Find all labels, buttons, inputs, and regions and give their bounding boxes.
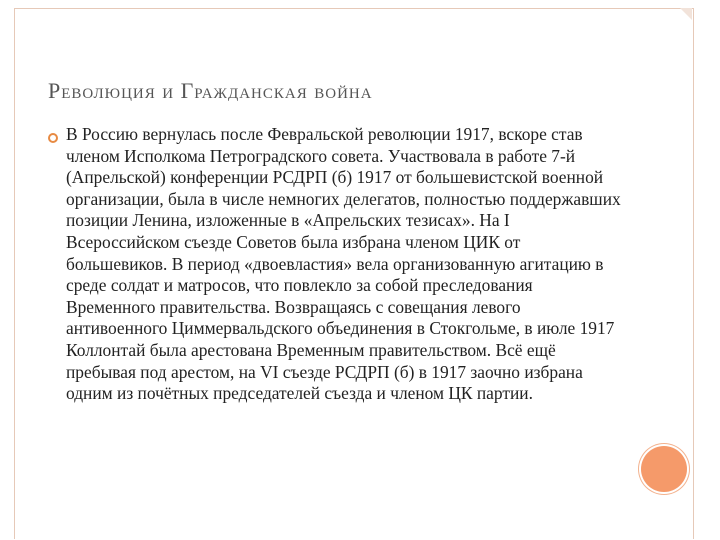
bullet-ring-icon bbox=[48, 133, 58, 143]
body-paragraph: В Россию вернулась после Февральской революции 1917, вскоре став членом Исполкома Петроградского совета. Участвовала в работе 7-й (Апрельской) конференции РСДРП (б) 1917 от большевистской военной организации, была в числе немногих делегатов, полностью поддержавших позиции Ленина, изложенные в «Апрельских тезисах». На I Всероссийском съезде Советов была избрана членом ЦИК от большевиков. В период «двоевластия» вела организованную агитацию в среде солдат и матросов, что повлекло за собой преследования Временного правительства. Возвращаясь с совещания левого антивоенного Циммервальдского объединения в Стокгольме, в июле 1917 Коллонтай была арестована Временным правительством. Всё ещё пребывая под арестом, на VI съезде РСДРП (б) в 1917 заочно избрана одним из почётных председателей съезда и членом ЦК партии. bbox=[66, 124, 621, 404]
corner-fold bbox=[680, 8, 692, 20]
decorative-circle bbox=[641, 446, 687, 492]
slide-content bbox=[48, 124, 628, 405]
slide-title: Революция и Гражданская война bbox=[48, 78, 373, 103]
bullet-container bbox=[48, 124, 66, 405]
